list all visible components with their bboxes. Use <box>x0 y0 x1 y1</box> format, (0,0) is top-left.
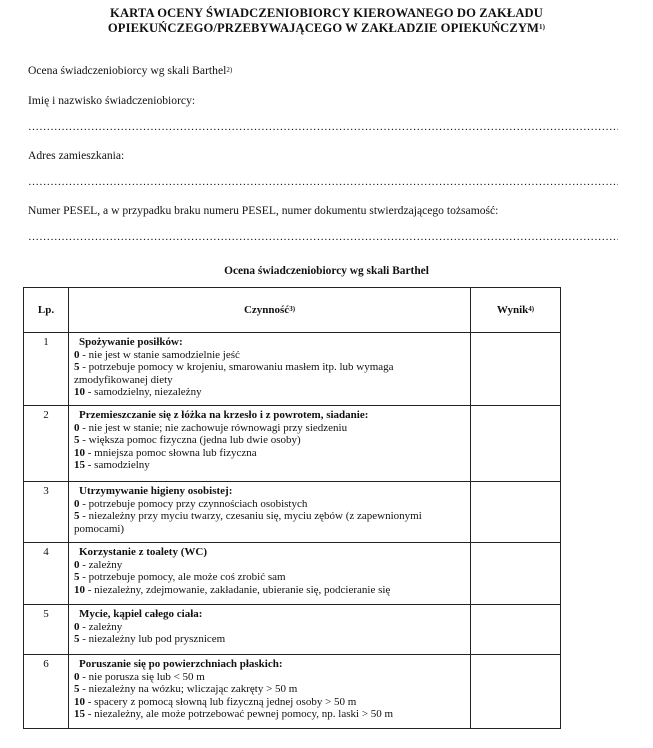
barthel-table <box>23 287 561 729</box>
option-text: - nie jest w stanie samodzielnie jeść <box>79 348 240 361</box>
table-row <box>24 543 561 605</box>
title-footnote-marker: 1) <box>539 23 546 31</box>
row-option <box>74 510 466 535</box>
row-activity <box>69 482 471 543</box>
option-text: - niezależny na wózku; wliczając zakręty > 50 m <box>79 683 298 696</box>
option-score: 0 <box>74 421 80 434</box>
option-text: - nie jest w stanie; nie zachowuje równowagi przy siedzeniu <box>79 421 348 434</box>
title-line-2 <box>20 21 633 36</box>
row-option <box>74 422 466 435</box>
option-score: 0 <box>74 670 80 683</box>
option-score: 5 <box>74 571 80 584</box>
option-score: 15 <box>74 708 85 721</box>
row-heading: Mycie, kąpiel całego ciała: <box>79 608 203 620</box>
option-text: - samodzielny, niezależny <box>85 386 202 399</box>
table-row <box>24 605 561 655</box>
option-score: 10 <box>74 386 85 399</box>
row-option <box>74 696 466 709</box>
assessment-label-text: Ocena świadczeniobiorcy wg skali Barthel <box>28 64 227 77</box>
option-score: 0 <box>74 620 80 633</box>
header-result-footnote: 4) <box>528 304 535 313</box>
row-activity <box>69 406 471 482</box>
option-score: 5 <box>74 683 80 696</box>
option-score: 5 <box>74 434 80 447</box>
option-text: - samodzielny <box>85 459 150 472</box>
row-result-cell[interactable] <box>471 655 561 729</box>
row-activity <box>69 543 471 605</box>
row-option <box>74 683 466 696</box>
row-result-cell[interactable] <box>471 605 561 655</box>
header-activity <box>69 288 471 333</box>
row-option <box>74 361 466 386</box>
option-score: 5 <box>74 633 80 646</box>
row-result-cell[interactable] <box>471 543 561 605</box>
option-score: 10 <box>74 446 85 459</box>
option-score: 0 <box>74 348 80 361</box>
option-text: - mniejsza pomoc słowna lub fizyczna <box>85 446 257 459</box>
table-row <box>24 482 561 543</box>
row-activity <box>69 333 471 406</box>
row-activity <box>69 655 471 729</box>
option-score: 10 <box>74 583 85 596</box>
option-text: - większa pomoc fizyczna (jedna lub dwie osoby) <box>79 434 301 447</box>
row-option <box>74 571 466 584</box>
row-heading: Poruszanie się po powierzchniach płaskich: <box>79 658 283 670</box>
header-activity-text: Czynność <box>243 303 290 316</box>
option-text: - potrzebuje pomocy przy czynnościach osobistych <box>79 497 308 510</box>
row-option <box>74 349 466 362</box>
title-line-2-text: OPIEKUŃCZEGO/PRZEBYWAJĄCEGO W ZAKŁADZIE OPIEKUŃCZYM <box>107 21 540 35</box>
header-result <box>471 288 561 333</box>
address-label: Adres zamieszkania: <box>28 149 125 162</box>
row-result-cell[interactable] <box>471 482 561 543</box>
row-option <box>74 434 466 447</box>
option-text: - potrzebuje pomocy, ale może coś zrobić sam <box>79 571 286 584</box>
row-lp: 6 <box>24 655 69 729</box>
table-row <box>24 406 561 482</box>
row-heading: Przemieszczanie się z łóżka na krzesło i z powrotem, siadanie: <box>79 409 369 421</box>
assessment-footnote-marker: 2) <box>226 66 233 74</box>
option-score: 5 <box>74 361 80 374</box>
header-result-text: Wynik <box>496 303 529 316</box>
table-row <box>24 333 561 406</box>
assessment-label <box>28 64 232 78</box>
option-text: - zależny <box>79 620 123 633</box>
row-lp: 1 <box>24 333 69 406</box>
option-score: 5 <box>74 510 80 523</box>
row-option <box>74 621 466 634</box>
table-body <box>24 333 561 729</box>
row-option <box>74 584 466 597</box>
title-line-1: KARTA OCENY ŚWIADCZENIOBIORCY KIEROWANEGO DO ZAKŁADU <box>110 6 543 20</box>
row-option <box>74 559 466 572</box>
row-heading: Korzystanie z toalety (WC) <box>79 546 207 558</box>
option-score: 15 <box>74 459 85 472</box>
option-text: - spacery z pomocą słowną lub fizyczną jednej osoby > 50 m <box>85 695 357 708</box>
address-fill-line[interactable] <box>28 176 618 188</box>
option-text: - potrzebuje pomocy w krojeniu, smarowaniu masłem itp. lub wymaga zmodyfikowanej diety <box>74 361 394 386</box>
name-label: Imię i nazwisko świadczeniobiorcy: <box>28 94 196 107</box>
row-activity <box>69 605 471 655</box>
option-text: - niezależny lub pod prysznicem <box>79 633 226 646</box>
row-result-cell[interactable] <box>471 333 561 406</box>
row-option <box>74 386 466 399</box>
row-result-cell[interactable] <box>471 406 561 482</box>
row-option <box>74 459 466 472</box>
option-text: - niezależny, zdejmowanie, zakładanie, ubieranie się, podcieranie się <box>85 583 391 596</box>
option-score: 10 <box>74 695 85 708</box>
option-score: 0 <box>74 497 80 510</box>
option-text: - nie porusza się lub < 50 m <box>79 670 205 683</box>
table-title: Ocena świadczeniobiorcy wg skali Barthel <box>224 265 429 277</box>
table-row <box>24 655 561 729</box>
header-activity-footnote: 3) <box>289 304 296 313</box>
option-score: 0 <box>74 558 80 571</box>
row-lp: 5 <box>24 605 69 655</box>
row-lp: 2 <box>24 406 69 482</box>
row-option <box>74 447 466 460</box>
row-heading: Utrzymywanie higieny osobistej: <box>79 485 233 497</box>
option-text: - niezależny, ale może potrzebować pewnej pomocy, np. laski > 50 m <box>85 708 394 721</box>
option-text: - niezależny przy myciu twarzy, czesaniu się, myciu zębów (z zapewnionymi pomocami) <box>74 510 422 535</box>
pesel-label: Numer PESEL, a w przypadku braku numeru PESEL, numer dokumentu stwierdzającego tożsamość: <box>28 204 499 217</box>
row-option <box>74 498 466 511</box>
name-fill-line[interactable] <box>28 121 618 133</box>
row-option <box>74 671 466 684</box>
table-header-row <box>24 288 561 333</box>
row-heading: Spożywanie posiłków: <box>79 336 183 348</box>
row-lp: 3 <box>24 482 69 543</box>
document-title <box>20 6 633 36</box>
header-lp: Lp. <box>24 288 69 333</box>
row-option <box>74 633 466 646</box>
row-option <box>74 708 466 721</box>
option-text: - zależny <box>79 558 123 571</box>
row-lp: 4 <box>24 543 69 605</box>
pesel-fill-line[interactable] <box>28 231 618 243</box>
